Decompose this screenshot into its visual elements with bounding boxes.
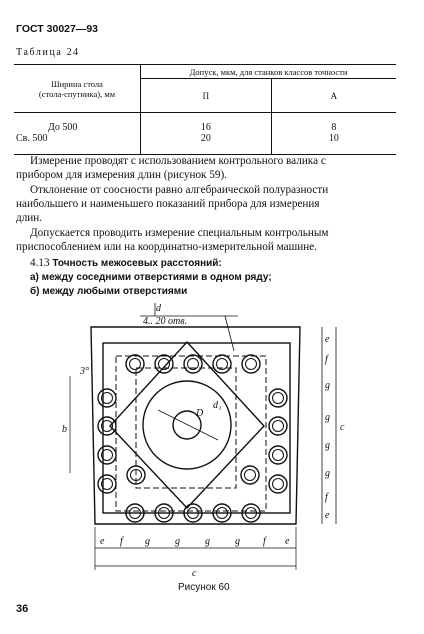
label-g: g — [235, 536, 240, 547]
label-g: g — [325, 380, 330, 391]
hole — [269, 446, 287, 464]
label-d1: d₁ — [213, 400, 222, 411]
table-header-class-p: П — [141, 79, 272, 113]
hole-inner — [273, 450, 284, 461]
label-holes: 4.. 20 отв. — [143, 316, 188, 327]
hole — [98, 417, 116, 435]
page-number: 36 — [16, 603, 29, 615]
label-g: g — [325, 440, 330, 451]
paragraph-line: наибольшего и наименьшего показаний прибора для измерения — [16, 198, 320, 210]
paragraph-line: приспособлением или на координатно-измерительной машине. — [16, 241, 317, 253]
list-item: а) между соседними отверстиями в одном ряду; — [30, 272, 272, 283]
hole-inner — [273, 421, 284, 432]
hole — [213, 355, 231, 373]
label-g: g — [325, 412, 330, 423]
table-header-width: Ширина стола (стола-спутника), мм — [14, 65, 141, 113]
hole — [98, 389, 116, 407]
table-caption: Таблица 24 — [16, 47, 80, 58]
label-g: g — [325, 468, 330, 479]
table-cell-p: 16 — [141, 113, 272, 133]
paragraph-line: Допускается проводить измерение специальным контрольным — [30, 227, 329, 239]
table-cell-width: До 500 — [14, 113, 141, 133]
hole-inner — [273, 393, 284, 404]
label-g: g — [205, 536, 210, 547]
hole-inner — [273, 479, 284, 490]
paragraph-line: длин. — [16, 212, 43, 224]
hole — [126, 355, 144, 373]
hole — [269, 417, 287, 435]
label-g: g — [145, 536, 150, 547]
list-item: б) между любыми отверстиями — [30, 286, 188, 297]
label-c-bottom: c — [192, 568, 197, 579]
section-title: Точность межосевых расстояний: — [52, 258, 222, 269]
label-f: f — [263, 536, 266, 547]
table-header-class-a: А — [271, 79, 396, 113]
label-d: d — [156, 303, 161, 314]
paragraph-line: Отклонение от соосности равно алгебраической полуразности — [30, 184, 329, 196]
standard-header: ГОСТ 30027—93 — [16, 23, 99, 35]
paragraph-line: Измерение проводят с использованием контрольного валика с — [30, 155, 326, 167]
hole — [155, 355, 173, 373]
table-cell-a: 10 — [271, 133, 396, 155]
label-e: e — [285, 536, 290, 547]
label-angle: 3° — [80, 366, 89, 377]
hole-inner — [245, 470, 256, 481]
label-e: e — [100, 536, 105, 547]
hole — [98, 475, 116, 493]
label-D: D — [196, 408, 204, 419]
hole — [242, 355, 260, 373]
paragraph-line: прибором для измерения длин (рисунок 59). — [16, 169, 227, 181]
hole — [269, 389, 287, 407]
bore-D — [143, 381, 231, 469]
label-f: f — [325, 354, 328, 365]
table-header-group: Допуск, мкм, для станков классов точности — [141, 65, 397, 79]
label-b: b — [62, 424, 67, 435]
label-f: f — [325, 492, 328, 503]
label-e: e — [325, 334, 330, 345]
table-cell-a: 8 — [331, 121, 337, 133]
label-f: f — [120, 536, 123, 547]
section-number: 4.13 — [30, 257, 50, 269]
hole — [184, 355, 202, 373]
hole — [98, 446, 116, 464]
table-cell-width: Св. 500 — [14, 133, 141, 155]
label-c-side: c — [340, 422, 345, 433]
label-e: e — [325, 510, 330, 521]
hole — [241, 466, 259, 484]
figure-caption: Рисунок 60 — [178, 582, 230, 593]
hole — [269, 475, 287, 493]
label-g: g — [175, 536, 180, 547]
table-cell-p: 20 — [141, 133, 272, 155]
hole-inner — [130, 359, 141, 370]
hole-inner — [246, 359, 257, 370]
